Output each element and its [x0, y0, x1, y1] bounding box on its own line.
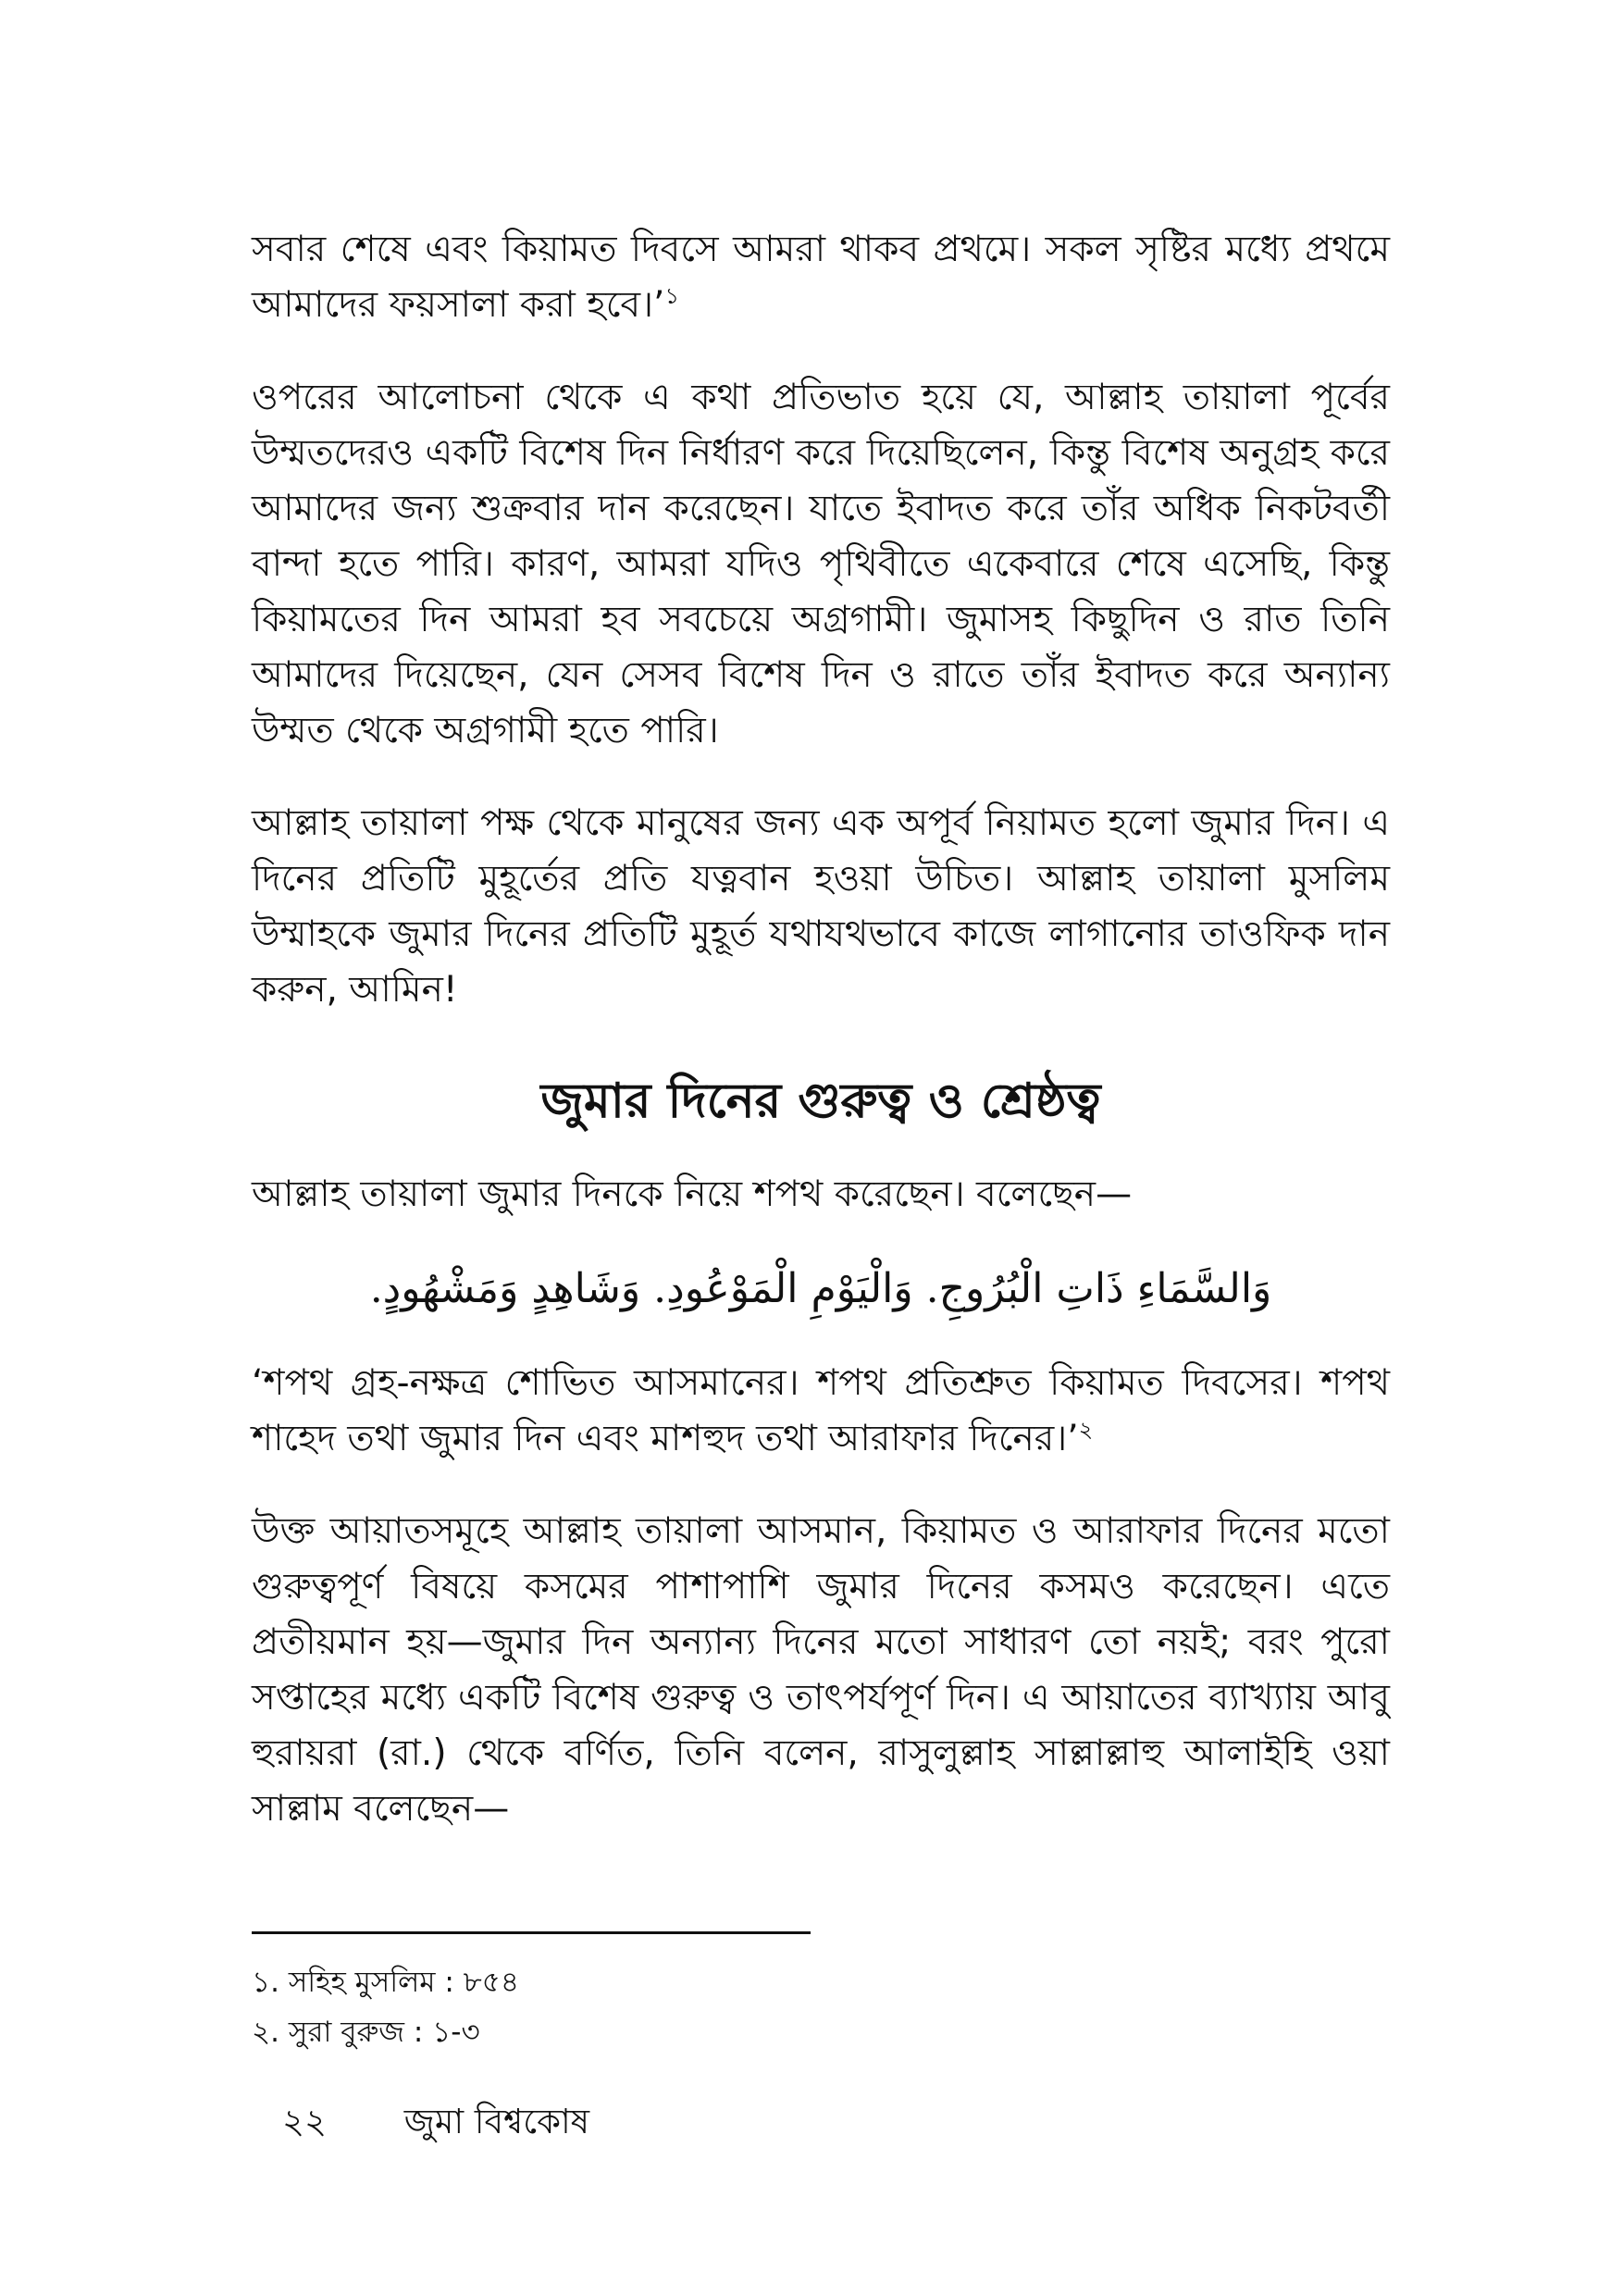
footnote-ref-2: ২	[1078, 1417, 1094, 1443]
arabic-verse: وَالسَّمَاءِ ذَاتِ الْبُرُوجِ. وَالْيَوْمِ الْمَوْعُودِ. وَشَاهِدٍ وَمَشْهُودٍ.	[369, 1265, 1272, 1312]
page-body	[252, 222, 1390, 1874]
paragraph-3: আল্লাহ তায়ালা পক্ষ থেকে মানুষের জন্য এক অপূর্ব নিয়ামত হলো জুমার দিন। এ দিনের প্রতিটি মুহূর্তের প্রতি যত্নবান হওয়া উচিত। আল্লাহ তায়ালা মুসলিম উম্মাহকে জুমার দিনের প্রতিটি মুহূর্ত যথাযথভাবে কাজে লাগানোর তাওফিক দান করুন, আমিন!	[252, 802, 1390, 1011]
verse-translation: ‘শপথ গ্রহ-নক্ষত্র শোভিত আসমানের। শপথ প্রতিশ্রুত কিয়ামত দিবসের। শপথ শাহেদ তথা জুমার দিন এবং মাশহুদ তথা আরাফার দিনের।’$^২$	[252, 1362, 1390, 1459]
page-number: ২২	[282, 2102, 328, 2141]
footnotes	[252, 1957, 519, 2057]
paragraph-1: সবার শেষে এবং কিয়ামত দিবসে আমরা থাকব প্রথমে। সকল সৃষ্টির মধ্যে প্রথমে আমাদের ফয়সালা করা হবে।’$^১$	[252, 229, 1390, 326]
footnote-1: ১. সহিহ মুসলিম : ৮৫৪	[252, 1966, 519, 1999]
closing-paragraph: উক্ত আয়াতসমূহে আল্লাহ তায়ালা আসমান, কিয়ামত ও আরাফার দিনের মতো গুরুত্বপূর্ণ বিষয়ে কসমের পাশাপাশি জুমার দিনের কসমও করেছেন। এতে প্রতীয়মান হয়—জুমার দিন অন্যান্য দিনের মতো সাধারণ তো নয়ই; বরং পুরো সপ্তাহের মধ্যে একটি বিশেষ গুরুত্ব ও তাৎপর্যপূর্ণ দিন। এ আয়াতের ব্যাখ্যায় আবু হুরায়রা (রা.) থেকে বর্ণিত, তিনি বলেন, রাসুলুল্লাহ সাল্লাল্লাহু আলাইহি ওয়া সাল্লাম বলেছেন—	[252, 1510, 1390, 1830]
page-footer	[282, 2099, 589, 2145]
footnote-ref-1: ১	[664, 283, 680, 309]
footnote-2: ২. সুরা বুরুজ : ১-৩	[252, 2016, 480, 2049]
book-title: জুমা বিশ্বকোষ	[403, 2102, 590, 2141]
footnote-divider	[252, 1931, 811, 1934]
section-heading: জুমার দিনের গুরুত্ব ও শ্রেষ্ঠত্ব	[540, 1074, 1101, 1129]
intro-line: আল্লাহ তায়ালা জুমার দিনকে নিয়ে শপথ করেছেন। বলেছেন—	[252, 1173, 1133, 1215]
paragraph-2: ওপরের আলোচনা থেকে এ কথা প্রতিভাত হয়ে যে, আল্লাহ তায়ালা পূর্বের উম্মতদেরও একটি বিশেষ দিন নির্ধারণ করে দিয়েছিলেন, কিন্তু বিশেষ অনুগ্রহ করে আমাদের জন্য শুক্রবার দান করেছেন। যাতে ইবাদত করে তাঁর অধিক নিকটবর্তী বান্দা হতে পারি। কারণ, আমরা যদিও পৃথিবীতে একেবারে শেষে এসেছি, কিন্তু কিয়ামতের দিন আমরা হব সবচেয়ে অগ্রগামী। জুমাসহ কিছুদিন ও রাত তিনি আমাদের দিয়েছেন, যেন সেসব বিশেষ দিন ও রাতে তাঁর ইবাদত করে অন্যান্য উম্মত থেকে অগ্রগামী হতে পারি।	[252, 377, 1390, 751]
